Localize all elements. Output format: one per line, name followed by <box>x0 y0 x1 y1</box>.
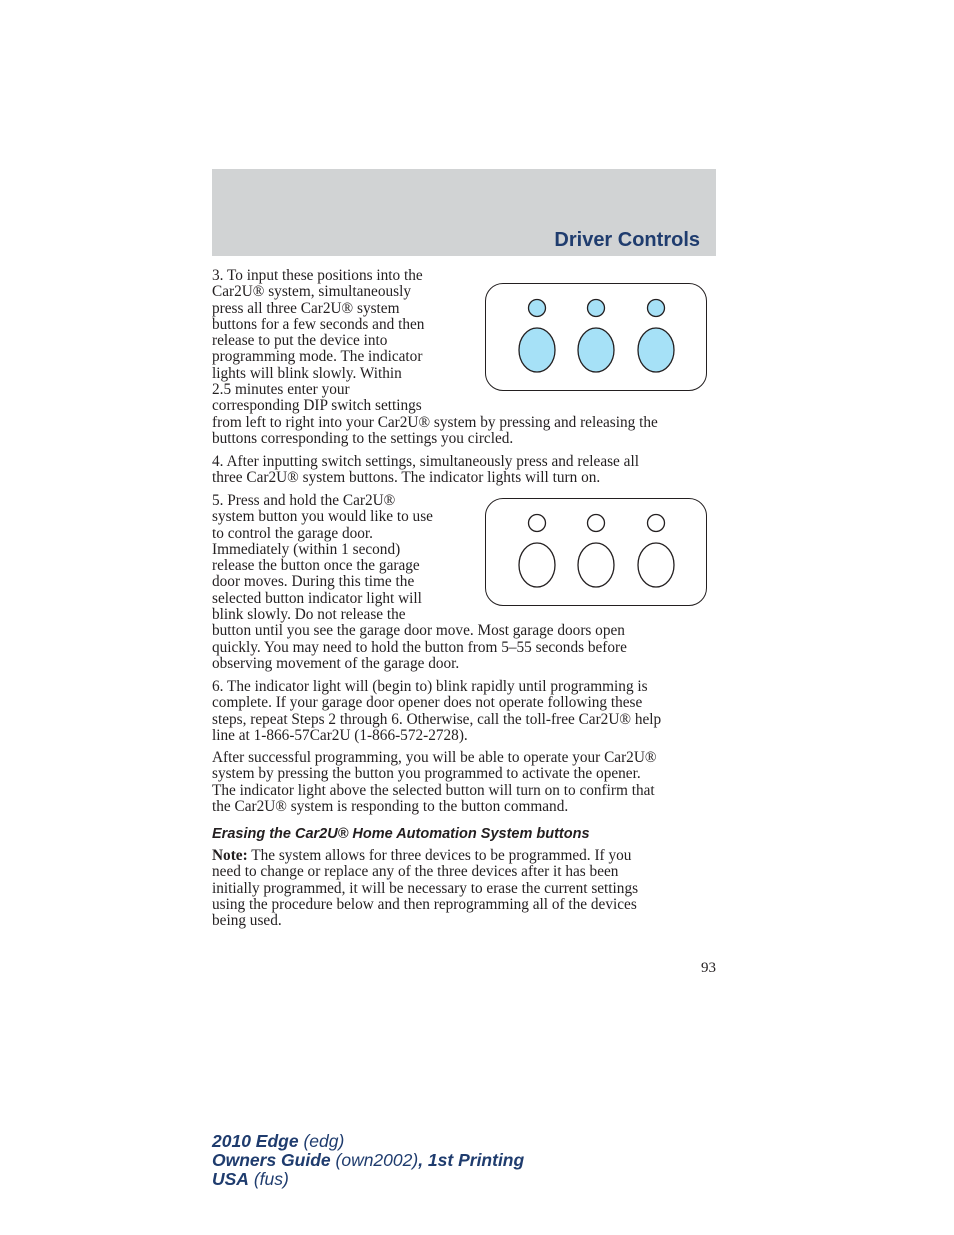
indicator-light-center <box>588 300 605 317</box>
note-paragraph <box>212 848 716 929</box>
page-number: 93 <box>701 960 716 976</box>
step-6-paragraph <box>212 679 716 744</box>
text-line: blink slowly. Do not release the <box>212 606 406 624</box>
footer-printing: , 1st Printing <box>418 1150 525 1170</box>
footer-model-code: (edg) <box>298 1131 345 1151</box>
text-line: 5. Press and hold the Car2U® <box>212 492 396 509</box>
text-line: 2.5 minutes enter your <box>212 381 350 399</box>
text-line: to control the garage door. <box>212 524 373 542</box>
car2u-button-center <box>578 543 614 587</box>
text-line: observing movement of the garage door. <box>212 654 460 672</box>
text-line: The indicator light above the selected button will turn on to confirm that <box>212 781 655 799</box>
indicator-light-center <box>588 515 605 532</box>
text-line: the Car2U® system is responding to the button command. <box>212 797 569 815</box>
text-line: system by pressing the button you programmed to activate the opener. <box>212 765 641 783</box>
car2u-button-left <box>519 543 555 587</box>
text-line: quickly. You may need to hold the button from 5–55 seconds before <box>212 638 627 656</box>
section-header-band <box>212 169 716 256</box>
text-line: line at 1-866-57Car2U (1-866-572-2728). <box>212 726 468 744</box>
footer-guide-code: (own2002) <box>330 1150 419 1170</box>
car2u-button-center <box>578 328 614 372</box>
button-panel-unlit-svg <box>486 499 708 607</box>
section-title: Driver Controls <box>554 229 700 251</box>
indicator-light-left <box>529 515 546 532</box>
footer-line <box>212 1132 524 1151</box>
note-label: Note: <box>212 847 248 864</box>
footer-line <box>212 1170 524 1189</box>
indicator-light-right <box>648 300 665 317</box>
text-line: buttons corresponding to the settings you circled. <box>212 429 514 447</box>
text-line: complete. If your garage door opener does not operate following these <box>212 694 643 712</box>
text-line: steps, repeat Steps 2 through 6. Otherwise, call the toll-free Car2U® help <box>212 710 662 728</box>
text-line <box>212 848 716 864</box>
footer-market: USA <box>212 1169 249 1189</box>
text-line: door moves. During this time the <box>212 573 415 591</box>
car2u-button-right <box>638 328 674 372</box>
car2u-buttons-unlit-diagram <box>485 498 707 606</box>
note-text: The system allows for three devices to be programmed. If you <box>247 847 632 864</box>
text-line: Immediately (within 1 second) <box>212 540 401 558</box>
text-line: 3. To input these positions into the <box>212 267 423 284</box>
text-line: release to put the device into <box>212 332 388 350</box>
text-line: 6. The indicator light will (begin to) blink rapidly until programming is <box>212 678 648 695</box>
text-line: After successful programming, you will be able to operate your Car2U® <box>212 749 657 766</box>
text-line: press all three Car2U® system <box>212 299 400 317</box>
after-programming-paragraph <box>212 750 716 815</box>
text-line: from left to right into your Car2U® system by pressing and releasing the <box>212 413 658 431</box>
footer-model: 2010 Edge <box>212 1131 299 1151</box>
footer-line <box>212 1151 524 1170</box>
text-line: programming mode. The indicator <box>212 348 423 366</box>
text-line: three Car2U® system buttons. The indicator lights will turn on. <box>212 469 601 487</box>
indicator-light-right <box>648 515 665 532</box>
text-line: Car2U® system, simultaneously <box>212 283 411 301</box>
footer-market-code: (fus) <box>248 1169 289 1189</box>
car2u-button-right <box>638 543 674 587</box>
indicator-light-left <box>529 300 546 317</box>
text-line: lights will blink slowly. Within <box>212 364 402 382</box>
text-line: 4. After inputting switch settings, simultaneously press and release all <box>212 453 639 470</box>
text-line: button until you see the garage door move. Most garage doors open <box>212 622 625 640</box>
text-line: selected button indicator light will <box>212 589 422 607</box>
text-line: need to change or replace any of the three devices after it has been <box>212 863 619 881</box>
erasing-subheading: Erasing the Car2U® Home Automation System buttons <box>212 826 590 842</box>
text-line: release the button once the garage <box>212 557 420 575</box>
text-line: using the procedure below and then reprogramming all of the devices <box>212 895 637 913</box>
text-line: being used. <box>212 912 282 930</box>
text-line: buttons for a few seconds and then <box>212 315 425 333</box>
document-footer <box>212 1132 524 1189</box>
text-line: system button you would like to use <box>212 508 433 526</box>
step-4-paragraph <box>212 454 716 487</box>
text-line: initially programmed, it will be necessary to erase the current settings <box>212 879 639 897</box>
text-line: corresponding DIP switch settings <box>212 397 422 415</box>
car2u-button-left <box>519 328 555 372</box>
car2u-buttons-lit-diagram <box>485 283 707 391</box>
footer-guide: Owners Guide <box>212 1150 331 1170</box>
button-panel-lit-svg <box>486 284 708 392</box>
